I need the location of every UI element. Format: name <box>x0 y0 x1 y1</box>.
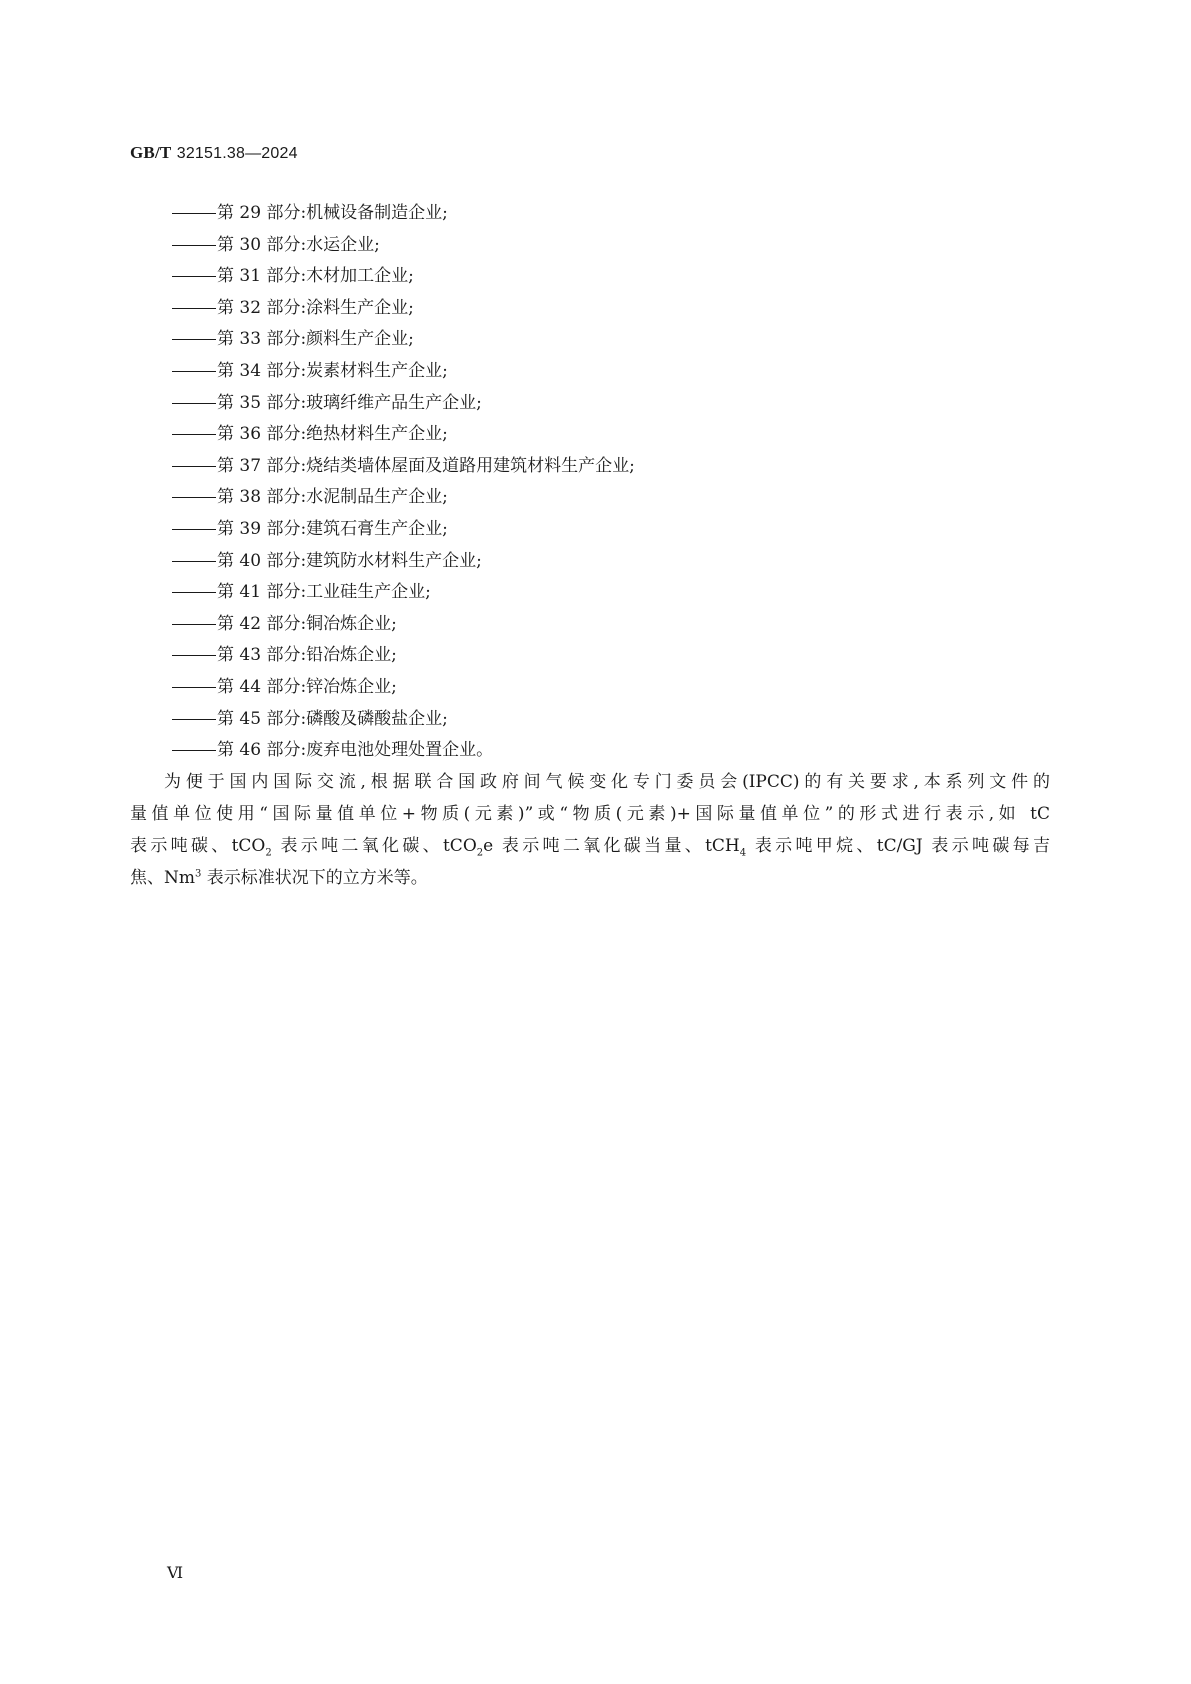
text-segment: e 表示吨二氧化碳当量、tCH <box>483 836 740 856</box>
list-item-text: 第 35 部分:玻璃纤维产品生产企业; <box>217 392 482 413</box>
list-item <box>172 261 635 293</box>
list-item <box>172 482 635 514</box>
em-dash-marker <box>172 245 216 246</box>
em-dash-marker <box>172 276 216 277</box>
em-dash-marker <box>172 308 216 309</box>
standard-prefix: GB/T <box>130 143 172 162</box>
em-dash-marker <box>172 339 216 340</box>
em-dash-marker <box>172 687 216 688</box>
subscript: 2 <box>265 847 272 859</box>
list-item-text: 第 38 部分:水泥制品生产企业; <box>217 487 448 508</box>
list-item <box>172 388 635 420</box>
list-item-text: 第 29 部分:机械设备制造企业; <box>217 203 448 223</box>
list-item <box>172 198 635 230</box>
parts-list <box>172 198 635 767</box>
list-item <box>172 672 635 704</box>
list-item-text: 第 40 部分:建筑防水材料生产企业; <box>217 550 482 571</box>
list-item-text: 第 45 部分:磷酸及磷酸盐企业; <box>217 708 448 729</box>
paragraph-line: 量值单位使用“国际量值单位+物质(元素)”或“物质(元素)+国际量值单位”的形式进行表示,如 tC <box>130 804 1050 824</box>
list-item <box>172 514 635 546</box>
list-item-text: 第 37 部分:烧结类墙体屋面及道路用建筑材料生产企业; <box>217 455 635 476</box>
list-item-text: 第 39 部分:建筑石膏生产企业; <box>217 518 448 539</box>
list-item-text: 第 46 部分:废弃电池处理处置企业。 <box>217 740 494 761</box>
units-paragraph <box>130 766 1050 894</box>
em-dash-marker <box>172 371 216 372</box>
em-dash-marker <box>172 655 216 656</box>
list-item <box>172 451 635 483</box>
list-item-text: 第 44 部分:锌冶炼企业; <box>217 676 397 697</box>
em-dash-marker <box>172 403 216 404</box>
list-item <box>172 704 635 736</box>
document-header <box>130 143 298 163</box>
paragraph-line <box>130 862 1050 894</box>
em-dash-marker <box>172 497 216 498</box>
em-dash-marker <box>172 750 216 751</box>
superscript: 3 <box>195 868 202 880</box>
list-item <box>172 230 635 262</box>
list-item <box>172 735 635 767</box>
standard-number: 32151.38—2024 <box>176 145 298 162</box>
em-dash-marker <box>172 466 216 467</box>
text-segment: 焦、Nm <box>130 868 195 888</box>
paragraph-line: 为便于国内国际交流,根据联合国政府间气候变化专门委员会(IPCC)的有关要求,本系列文件的 <box>164 772 1050 792</box>
paragraph-line <box>130 830 1050 862</box>
text-segment: 表示标准状况下的立方米等。 <box>201 868 428 888</box>
list-item-text: 第 36 部分:绝热材料生产企业; <box>217 424 448 445</box>
em-dash-marker <box>172 529 216 530</box>
list-item-text: 第 34 部分:炭素材料生产企业; <box>217 360 448 381</box>
list-item-text: 第 32 部分:涂料生产企业; <box>217 297 414 318</box>
list-item <box>172 324 635 356</box>
list-item <box>172 577 635 609</box>
text-segment: 表示吨碳、tCO <box>130 836 266 856</box>
em-dash-marker <box>172 561 216 562</box>
list-item <box>172 419 635 451</box>
em-dash-marker <box>172 719 216 720</box>
list-item-text: 第 43 部分:铅冶炼企业; <box>217 645 397 666</box>
text-segment: 表示吨二氧化碳、tCO <box>271 836 477 856</box>
text-segment: 表示吨甲烷、tC/GJ 表示吨碳每吉 <box>746 836 1050 856</box>
list-item <box>172 640 635 672</box>
em-dash-marker <box>172 434 216 435</box>
subscript: 2 <box>476 847 484 859</box>
em-dash-marker <box>172 592 216 593</box>
em-dash-marker <box>172 213 216 214</box>
list-item-text: 第 41 部分:工业硅生产企业; <box>217 582 431 603</box>
list-item-text: 第 30 部分:水运企业; <box>217 234 380 255</box>
list-item-text: 第 31 部分:木材加工企业; <box>217 266 414 287</box>
list-item <box>172 356 635 388</box>
list-item <box>172 546 635 578</box>
subscript: 4 <box>739 847 747 859</box>
list-item-text: 第 42 部分:铜冶炼企业; <box>217 613 397 634</box>
list-item <box>172 609 635 641</box>
em-dash-marker <box>172 624 216 625</box>
list-item-text: 第 33 部分:颜料生产企业; <box>217 329 414 350</box>
list-item <box>172 293 635 325</box>
page-number: Ⅵ <box>167 1565 184 1582</box>
